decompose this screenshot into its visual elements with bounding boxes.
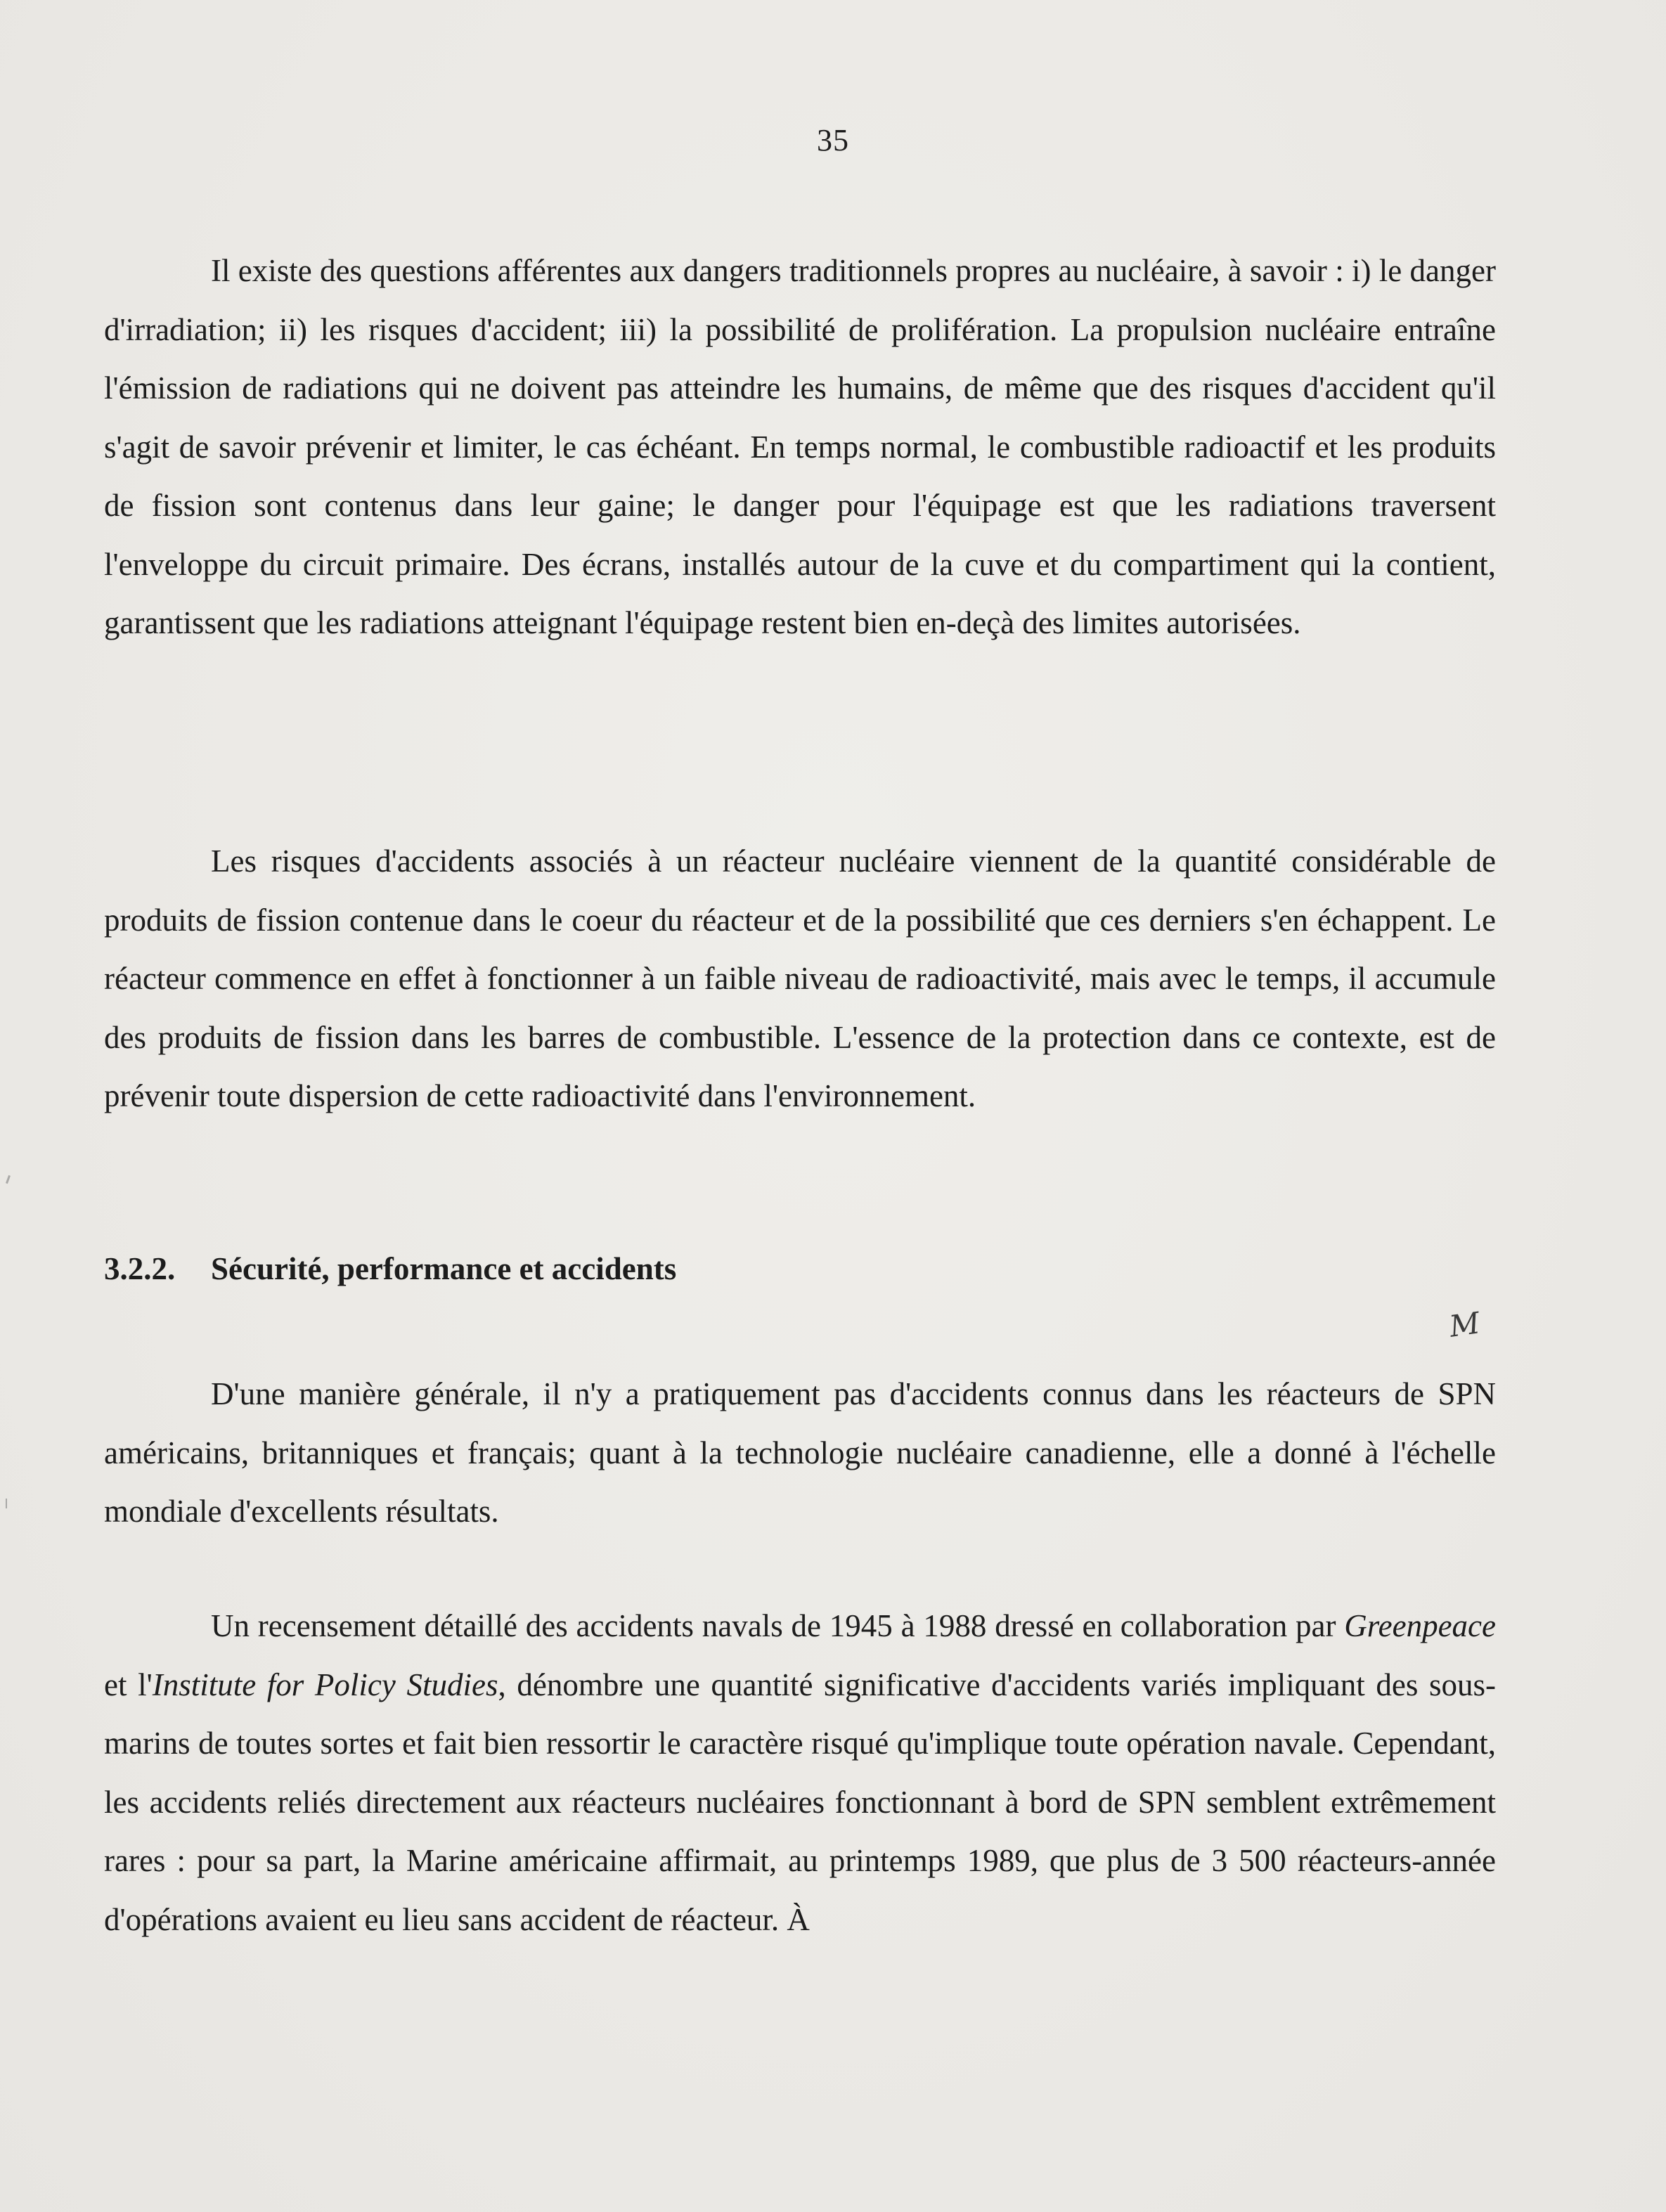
section-title: Sécurité, performance et accidents	[211, 1251, 677, 1286]
institute-name: Institute for Policy Studies	[152, 1667, 498, 1702]
paragraph-naval-accidents-part1: Un recensement détaillé des accidents navals de 1945 à 1988 dressé en collaboration par	[211, 1608, 1345, 1643]
paragraph-irradiation-dangers: Il existe des questions afférentes aux dangers traditionnels propres au nucléaire, à savoir : i) le danger d'irradiation; ii) les risques d'accident; iii) la possibilité de prolifération. La propulsion nucléaire entraîne l'émission de radiations qui ne doivent pas atteindre les humains, de même que des risques d'accident qu'il s'agit de savoir prévenir et limiter, le cas échéant. En temps normal, le combustible radioactif et les produits de fission sont contenus dans leur gaine; le danger pour l'équipage est que les radiations traversent l'enveloppe du circuit primaire. Des écrans, installés autour de la cuve et du compartiment qui la contient, garantissent que les radiations atteignant l'équipage restent bien en-deçà des limites autorisées.	[104, 253, 1496, 640]
section-number: 3.2.2.	[104, 1251, 176, 1286]
paragraph-accident-risks: Les risques d'accidents associés à un réacteur nucléaire viennent de la quantité considérable de produits de fission contenue dans le coeur du réacteur et de la possibilité que ces derniers s'en échappent. Le réacteur commence en effet à fonctionner à un faible niveau de radioactivité, mais avec le temps, il accumule des produits de fission dans les barres de combustible. L'essence de la protection dans ce contexte, est de prévenir toute dispersion de cette radioactivité dans l'environnement.	[104, 843, 1496, 1113]
paragraph-naval-accidents-part3: , dénombre une quantité significative d'accidents variés impliquant des sous-marins de toutes sortes et fait bien ressortir le caractère risqué qu'implique toute opération navale. Cependant, les accidents reliés directement aux réacteurs nucléaires fonctionnant à bord de SPN semblent extrêmement rares : pour sa part, la Marine américaine affirmait, au printemps 1989, que plus de 3 500 réacteurs-année d'opérations avaient eu lieu sans accident de réacteur. À	[104, 1667, 1496, 1937]
paragraph-naval-accidents-part2: et l'	[104, 1667, 153, 1702]
section-heading	[104, 1240, 676, 1299]
scan-mark	[6, 1175, 11, 1184]
greenpeace-name: Greenpeace	[1344, 1608, 1496, 1643]
paragraph-general-safety: D'une manière générale, il n'y a pratiquement pas d'accidents connus dans les réacteurs de SPN américains, britanniques et français; quant à la technologie nucléaire canadienne, elle a donné à l'échelle mondiale d'excellents résultats.	[104, 1376, 1496, 1529]
paragraph-naval-accidents	[104, 1597, 1496, 1949]
scan-mark	[6, 1499, 7, 1508]
page-number: 35	[817, 123, 849, 157]
handwritten-initials: M	[1447, 1305, 1483, 1344]
